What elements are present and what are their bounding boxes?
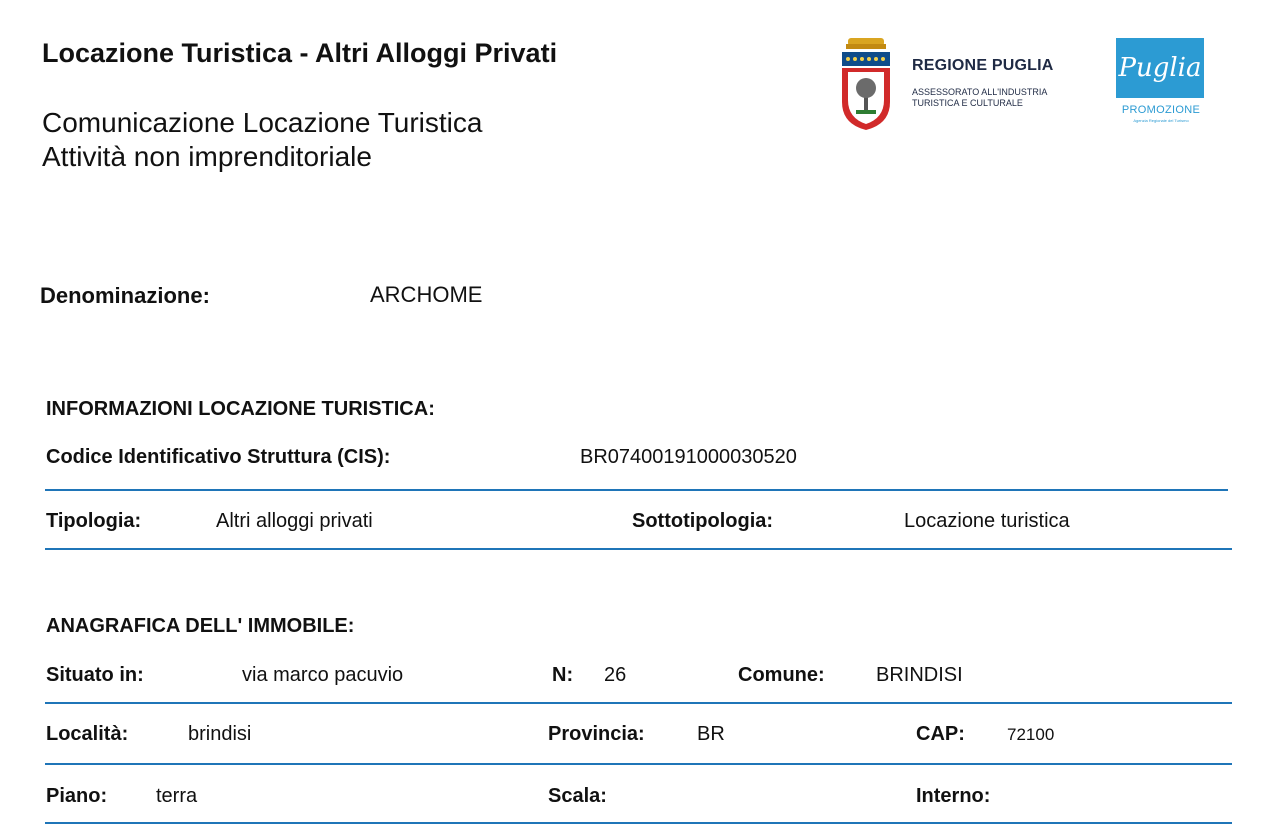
localita-label: Località: [46,723,129,745]
department-line-1: ASSESSORATO ALL'INDUSTRIA [912,87,1048,97]
divider [45,763,1232,765]
localita-value: brindisi [188,723,252,745]
subtitle-line-1: Comunicazione Locazione Turistica [42,107,483,138]
subtitle-line-2: Attività non imprenditoriale [42,141,372,172]
sottotipologia-value: Locazione turistica [904,510,1070,532]
denominazione-value: ARCHOME [370,282,483,307]
numero-value: 26 [604,664,627,686]
promozione-label: PROMOZIONE [1121,104,1201,116]
divider [45,702,1232,704]
piano-label: Piano: [46,785,108,807]
provincia-value: BR [697,723,725,745]
situato-value: via marco pacuvio [242,664,404,686]
scala-label: Scala: [548,785,607,807]
divider [45,489,1228,491]
page-title: Locazione Turistica - Altri Alloggi Privati [42,38,558,68]
numero-label: N: [552,664,574,686]
tipologia-value: Altri alloggi privati [216,510,373,532]
regione-puglia-name: REGIONE PUGLIA [912,57,1054,74]
anagrafica-section-heading: ANAGRAFICA DELL' IMMOBILE: [46,615,355,637]
comune-label: Comune: [738,664,825,686]
tipologia-label: Tipologia: [46,510,142,532]
denominazione-label: Denominazione: [40,283,210,308]
puglia-promozione-logo: Puglia [1116,38,1204,98]
interno-label: Interno: [916,785,991,807]
cis-label: Codice Identificativo Struttura (CIS): [46,446,391,468]
page-subtitle [42,106,482,174]
department-line-2: TURISTICA E CULTURALE [912,98,1023,108]
piano-value: terra [156,785,198,807]
cap-value: 72100 [1007,725,1055,744]
divider [45,548,1232,550]
sottotipologia-label: Sottotipologia: [632,510,774,532]
divider [45,822,1232,824]
promozione-subtitle: Agenzia Regionale del Turismo [1133,118,1189,123]
situato-label: Situato in: [46,664,144,686]
comune-value: BRINDISI [876,664,963,686]
regione-puglia-coat-of-arms-icon [838,36,894,132]
cap-label: CAP: [916,723,965,745]
provincia-label: Provincia: [548,723,645,745]
info-section-heading: INFORMAZIONI LOCAZIONE TURISTICA: [46,398,435,420]
regione-puglia-department [912,87,1047,109]
cis-value: BR07400191000030520 [580,446,797,468]
